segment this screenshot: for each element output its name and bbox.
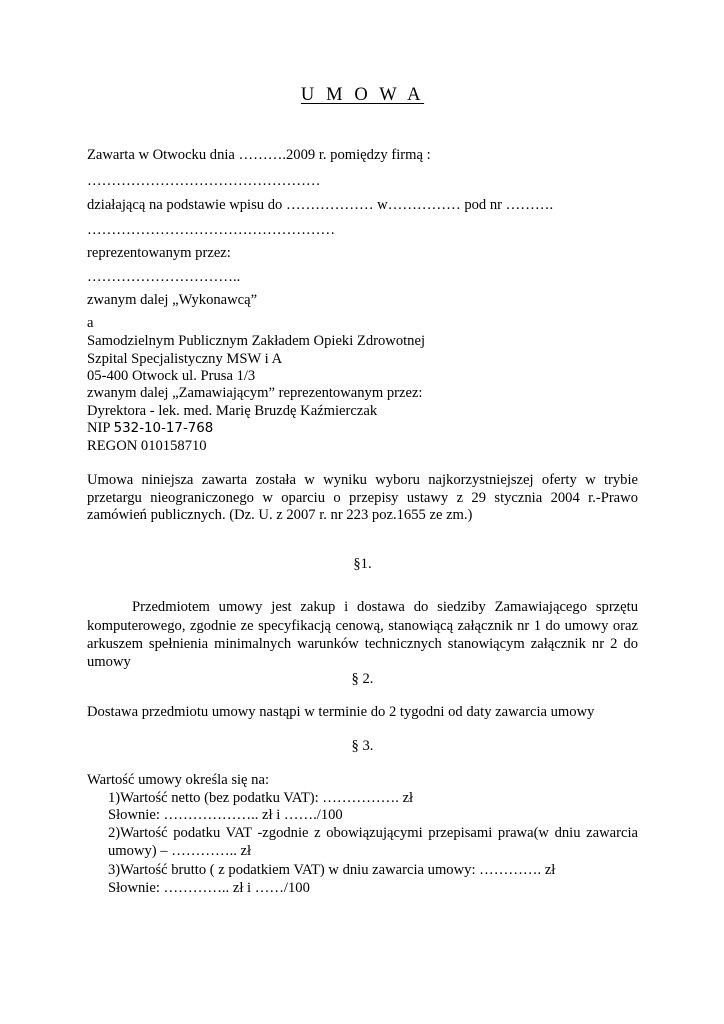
section1-line3: arkuszem spełnienia minimalnych warunków technicznych stanowiącym załącznik nr 2 do: [87, 636, 638, 652]
document-title: U M O W A: [300, 85, 425, 105]
section3-item3: 3)Wartość brutto ( z podatkiem VAT) w dniu zawarcia umowy: …………. zł: [108, 862, 556, 878]
section3-item1: 1)Wartość netto (bez podatku VAT): ……………. zł: [108, 790, 414, 806]
section3-item2-line2: umowy) – ………….. zł: [108, 843, 252, 859]
section3-item1-words: Słownie: ……………….. zł i ……./100: [108, 807, 343, 823]
party2-represented: zwanym dalej „Zamawiającym” reprezentowanym przez:: [87, 385, 423, 401]
intro-line-contractor: zwanym dalej „Wykonawcą”: [87, 292, 258, 308]
intro-line-represented-label: reprezentowanym przez:: [87, 245, 231, 261]
intro-line-company-blank: …………………………………………: [87, 173, 321, 189]
basis-line2: przetargu nieograniczonego w oparciu o przepisy ustawy z 29 stycznia 2004 r.-Prawo: [87, 490, 638, 506]
intro-line-represented-blank: …………………………..: [87, 269, 241, 285]
intro-line-registry: działającą na podstawie wpisu do ……………… w…………… pod nr ……….: [87, 197, 554, 213]
section1-heading: §1.: [353, 556, 372, 572]
basis-line3: zamówień publicznych. (Dz. U. z 2007 r. nr 223 poz.1655 ze zm.): [87, 507, 473, 523]
section3-item3-words: Słownie: ………….. zł i ……/100: [108, 880, 310, 896]
section1-line2: komputerowego, zgodnie ze specyfikacją cenową, stanowiącą załącznik nr 1 do umowy oraz: [87, 618, 638, 634]
basis-line1: Umowa niniejsza zawarta została w wyniku wyboru najkorzystniejszej oferty w trybie: [87, 472, 638, 488]
party2-nip-label: NIP: [87, 420, 110, 436]
party2-conjunction: a: [87, 315, 94, 331]
section3-intro: Wartość umowy określa się na:: [87, 772, 270, 788]
party2-regon: REGON 010158710: [87, 438, 207, 454]
party2-name-line2: Szpital Specjalistyczny MSW i A: [87, 351, 283, 367]
document-page: [87, 0, 638, 1024]
section3-item2-line1: 2)Wartość podatku VAT -zgodnie z obowiązującymi przepisami prawa(w dniu zawarcia: [108, 825, 638, 841]
intro-line-registry-blank: ……………………………………………: [87, 222, 336, 238]
section3-heading: § 3.: [351, 738, 374, 754]
section1-line4: umowy: [87, 654, 131, 670]
party2-name-line1: Samodzielnym Publicznym Zakładem Opieki Zdrowotnej: [87, 333, 426, 349]
section2-text: Dostawa przedmiotu umowy nastąpi w terminie do 2 tygodni od daty zawarcia umowy: [87, 704, 595, 720]
party2-address: 05-400 Otwock ul. Prusa 1/3: [87, 368, 256, 384]
party2-director: Dyrektora - lek. med. Marię Bruzdę Kaźmierczak: [87, 403, 378, 419]
party2-nip: [87, 419, 213, 438]
intro-line-date: Zawarta w Otwocku dnia ……….2009 r. pomiędzy firmą :: [87, 147, 431, 163]
party2-nip-value: 532-10-17-768: [113, 421, 214, 436]
section2-heading: § 2.: [351, 671, 374, 687]
section1-line1: Przedmiotem umowy jest zakup i dostawa do siedziby Zamawiającego sprzętu: [132, 599, 638, 615]
